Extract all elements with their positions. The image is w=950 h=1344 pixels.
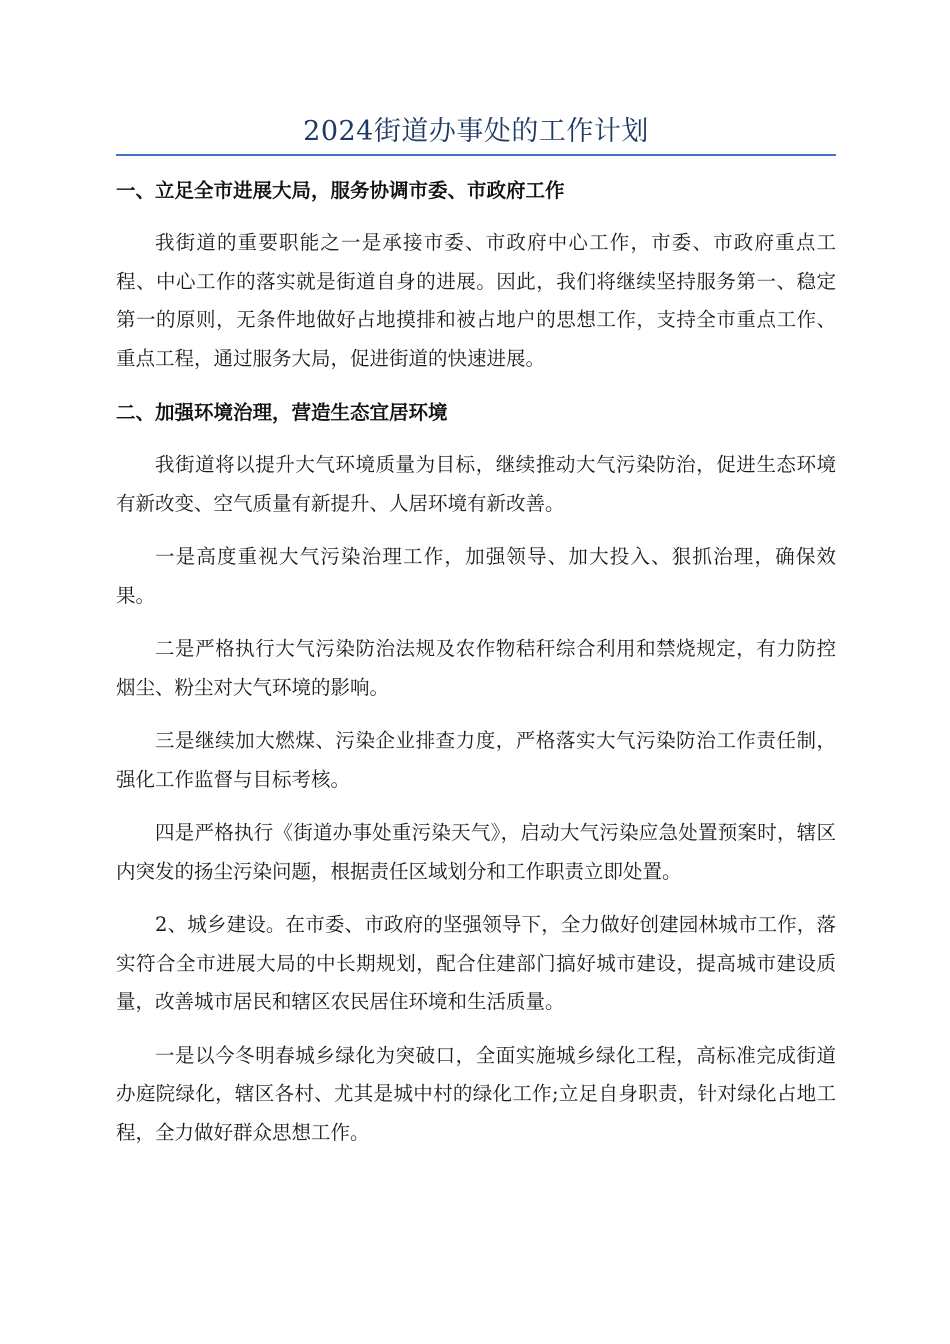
paragraph-2: 我街道将以提升大气环境质量为目标，继续推动大气污染防治，促进生态环境有新改变、空气质量有新提升、人居环境有新改善。 xyxy=(116,453,836,515)
paragraph-6: 四是严格执行《街道办事处重污染天气》，启动大气污染应急处置预案时，辖区内突发的扬尘污染问题，根据责任区域划分和工作职责立即处置。 xyxy=(116,821,836,883)
document-title: 2024街道办事处的工作计划 xyxy=(303,116,649,147)
section-heading-1: 一、立足全市进展大局，服务协调市委、市政府工作 xyxy=(116,179,565,202)
paragraph-1: 我街道的重要职能之一是承接市委、市政府中心工作，市委、市政府重点工程、中心工作的落实就是街道自身的进展。因此，我们将继续坚持服务第一、稳定第一的原则，无条件地做好占地摸排和被占地户的思想工作，支持全市重点工作、重点工程，通过服务大局，促进街道的快速进展。 xyxy=(116,231,836,370)
paragraph-4: 二是严格执行大气污染防治法规及农作物秸秆综合利用和禁烧规定，有力防控烟尘、粉尘对大气环境的影响。 xyxy=(116,637,836,699)
paragraph-5: 三是继续加大燃煤、污染企业排查力度，严格落实大气污染防治工作责任制，强化工作监督与目标考核。 xyxy=(116,729,836,791)
paragraph-3: 一是高度重视大气污染治理工作，加强领导、加大投入、狠抓治理，确保效果。 xyxy=(116,545,836,607)
section-heading-2: 二、加强环境治理，营造生态宜居环境 xyxy=(116,401,448,424)
title-underline xyxy=(116,154,836,156)
paragraph-8: 一是以今冬明春城乡绿化为突破口，全面实施城乡绿化工程，高标准完成街道办庭院绿化，辖区各村、尤其是城中村的绿化工作;立足自身职责，针对绿化占地工程，全力做好群众思想工作。 xyxy=(116,1043,836,1144)
paragraph-7: 2、城乡建设。在市委、市政府的坚强领导下，全力做好创建园林城市工作，落实符合全市进展大局的中长期规划，配合住建部门搞好城市建设，提高城市建设质量，改善城市居民和辖区农民居住环境和生活质量。 xyxy=(116,913,836,1013)
document-page xyxy=(116,112,836,1152)
